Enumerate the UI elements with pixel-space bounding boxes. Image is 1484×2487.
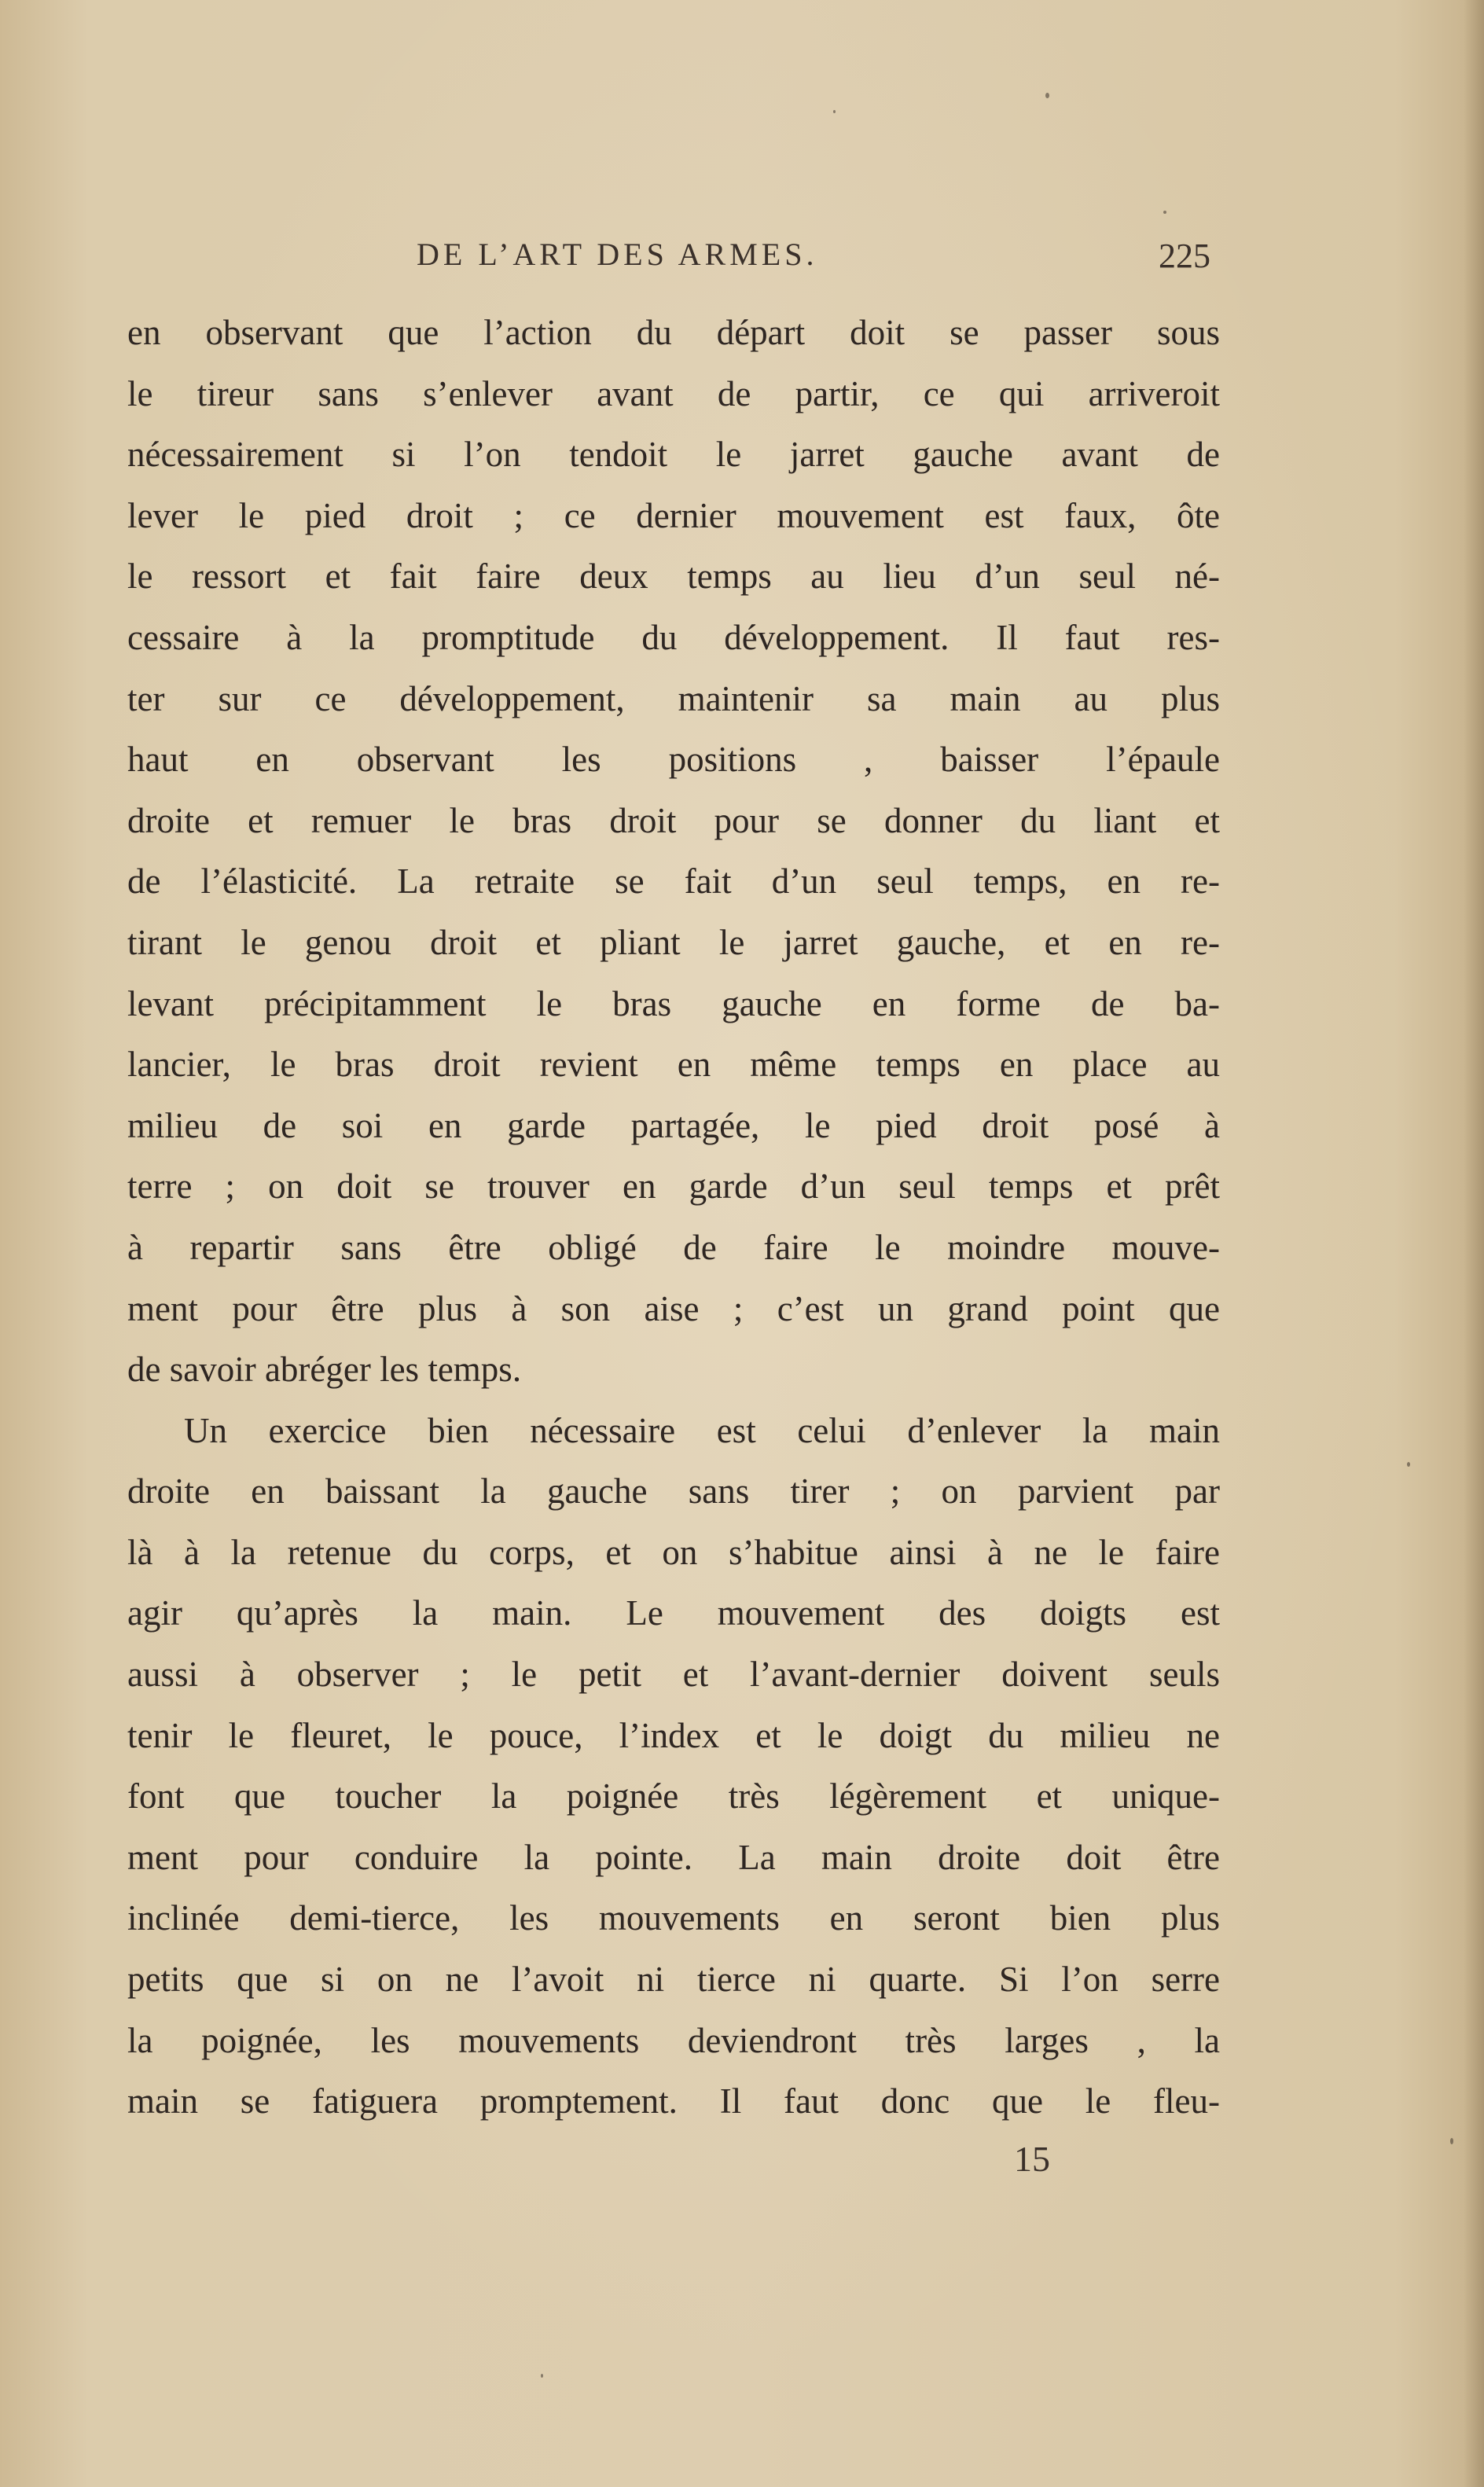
page-edge-shadow bbox=[1464, 0, 1484, 2487]
paper-speck bbox=[833, 110, 836, 113]
paragraph-end-line: de savoir abréger les temps. bbox=[127, 1350, 522, 1390]
page-header bbox=[417, 236, 1210, 283]
text-line: droite en baissant la gauche sans tirer ; on parvient par bbox=[127, 1471, 1220, 1512]
text-line: terre ; on doit se trouver en garde d’un seul temps et prêt bbox=[127, 1166, 1220, 1207]
text-line: ter sur ce développement, maintenir sa main au plus bbox=[127, 678, 1220, 718]
text-line: à repartir sans être obligé de faire le moindre mouve- bbox=[127, 1227, 1220, 1267]
text-line: lancier, le bras droit revient en même temps en place au bbox=[127, 1045, 1220, 1085]
text-line: le tireur sans s’enlever avant de partir, ce qui arriveroit bbox=[127, 373, 1220, 413]
text-line: droite et remuer le bras droit pour se donner du liant et bbox=[127, 800, 1220, 840]
text-line: tenir le fleuret, le pouce, l’index et le doigt du milieu ne bbox=[127, 1715, 1220, 1755]
paragraph-start-line: Un exercice bien nécessaire est celui d’enlever la main bbox=[184, 1410, 1220, 1450]
text-line: levant précipitamment le bras gauche en forme de ba- bbox=[127, 983, 1220, 1023]
text-line: agir qu’après la main. Le mouvement des doigts est bbox=[127, 1593, 1220, 1633]
signature-mark: 15 bbox=[1014, 2139, 1050, 2179]
text-line: font que toucher la poignée très légèrement et unique- bbox=[127, 1776, 1220, 1817]
text-line: lever le pied droit ; ce dernier mouvement est faux, ôte bbox=[127, 495, 1220, 535]
text-line: le ressort et fait faire deux temps au lieu d’un seul né- bbox=[127, 557, 1220, 597]
text-line: aussi à observer ; le petit et l’avant-dernier doivent seuls bbox=[127, 1655, 1220, 1695]
page-number: 225 bbox=[1159, 237, 1210, 275]
text-line: de l’élasticité. La retraite se fait d’un seul temps, en re- bbox=[127, 861, 1220, 902]
paper-speck bbox=[1045, 93, 1049, 98]
paper-speck bbox=[541, 2374, 543, 2378]
text-line: ment pour être plus à son aise ; c’est un grand point que bbox=[127, 1288, 1220, 1328]
text-line: petits que si on ne l’avoit ni tierce ni quarte. Si l’on serre bbox=[127, 1960, 1220, 2000]
body-text bbox=[127, 303, 1220, 2133]
text-line: la poignée, les mouvements deviendront très larges , la bbox=[127, 2020, 1220, 2060]
running-head: DE L’ART DES ARMES. bbox=[417, 237, 818, 272]
text-line: cessaire à la promptitude du développement. Il faut res- bbox=[127, 617, 1220, 657]
text-line: tirant le genou droit et pliant le jarret gauche, et en re- bbox=[127, 922, 1220, 962]
text-line: inclinée demi-tierce, les mouvements en seront bien plus bbox=[127, 1898, 1220, 1938]
paper-speck bbox=[1163, 211, 1166, 214]
paper-speck bbox=[1407, 1462, 1410, 1467]
paper-speck bbox=[1450, 2138, 1453, 2144]
text-line: main se fatiguera promptement. Il faut donc que le fleu- bbox=[127, 2081, 1220, 2121]
text-line: en observant que l’action du départ doit se passer sous bbox=[127, 313, 1220, 352]
text-line: là à la retenue du corps, et on s’habitue ainsi à ne le faire bbox=[127, 1532, 1220, 1572]
text-line: ment pour conduire la pointe. La main droite doit être bbox=[127, 1837, 1220, 1877]
text-line: milieu de soi en garde partagée, le pied droit posé à bbox=[127, 1105, 1220, 1145]
text-line: nécessairement si l’on tendoit le jarret gauche avant de bbox=[127, 435, 1220, 475]
text-line: haut en observant les positions , baisser l’épaule bbox=[127, 740, 1220, 780]
